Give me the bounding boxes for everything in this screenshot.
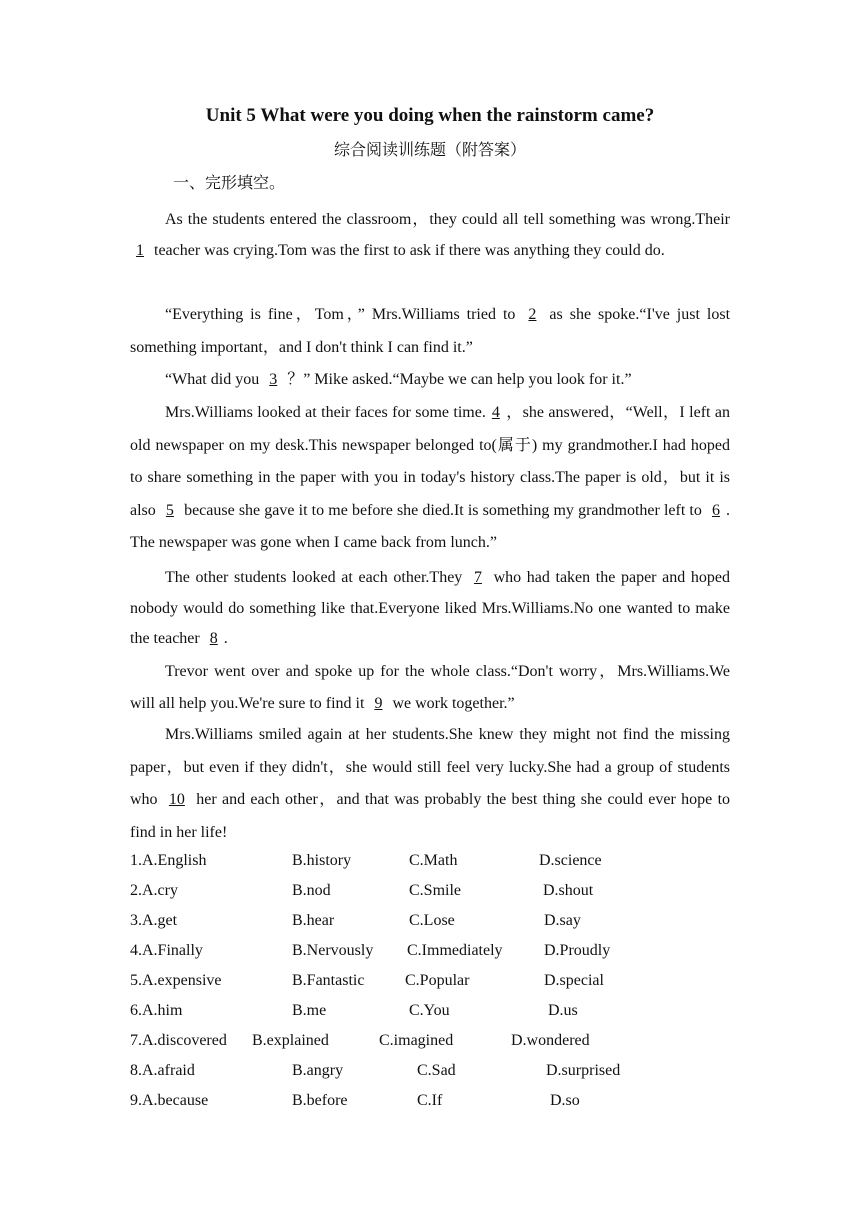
blank-1: 1 — [136, 242, 144, 259]
options-row-2 — [130, 879, 730, 903]
passage-paragraph-5 — [130, 563, 730, 655]
option-c: C.Lose — [409, 912, 455, 929]
paragraph-text: ，she answered，“Well，I left an old newspaper on my desk.This newspaper belonged to(属于) my grandmother.I had hoped to share something in the paper with you in today's history class.The paper is old，but it is also — [130, 404, 730, 519]
options-row-8 — [130, 1059, 730, 1083]
paragraph-text: Mrs.Williams looked at their faces for some time. — [165, 404, 486, 421]
blank-2: 2 — [528, 306, 537, 323]
option-a: 6.A.him — [130, 1002, 183, 1019]
option-c: C.Immediately — [407, 942, 503, 959]
option-d: D.Proudly — [544, 942, 611, 959]
paragraph-text: her and each other，and that was probably the best thing she could ever hope to find in her life! — [130, 791, 731, 841]
option-d: D.science — [539, 852, 602, 869]
option-b: B.me — [292, 1002, 327, 1019]
option-a: 9.A.because — [130, 1092, 209, 1109]
paragraph-text: as she spoke.“I've just lost something important，and I don't think I can find it.” — [130, 306, 731, 356]
page-title: Unit 5 What were you doing when the rainstorm came? — [205, 105, 655, 126]
blank-6: 6 — [712, 501, 720, 519]
option-c: C.Smile — [409, 882, 462, 899]
option-a: 3.A.get — [130, 912, 178, 929]
option-a: 4.A.Finally — [130, 942, 203, 959]
passage-paragraph-1 — [130, 204, 730, 266]
option-a: 7.A.discovered — [130, 1032, 227, 1049]
blank-8: 8 — [209, 630, 218, 647]
option-c: C.You — [409, 1002, 450, 1019]
paragraph-text: who had taken the paper and hoped nobody would do something like that.Everyone liked Mrs.Williams.No one wanted to make the teacher — [130, 569, 730, 647]
options-row-7 — [130, 1029, 730, 1053]
paragraph-text: “Everything is fine，Tom，” Mrs.Williams tried to — [165, 306, 516, 323]
paragraph-text: The other students looked at each other.They — [165, 569, 463, 586]
option-d: D.say — [544, 912, 581, 929]
paragraph-text: teacher was crying.Tom was the first to ask if there was anything they could do. — [154, 242, 665, 259]
passage-paragraph-7 — [130, 719, 730, 849]
option-a: 1.A.English — [130, 852, 207, 869]
option-b: B.nod — [292, 882, 331, 899]
options-row-4 — [130, 939, 730, 963]
option-b: B.explained — [252, 1032, 329, 1049]
option-b: B.hear — [292, 912, 335, 929]
paragraph-text: Mrs.Williams smiled again at her students.She knew they might not find the missing paper，but even if they didn't，she would still feel very lucky.She had a group of students who — [130, 726, 730, 808]
option-d: D.shout — [543, 882, 594, 899]
option-c: C.If — [417, 1092, 443, 1109]
blank-5: 5 — [165, 501, 174, 519]
paragraph-text: ？” Mike asked.“Maybe we can help you look for it.” — [287, 371, 632, 388]
options-row-6 — [130, 999, 730, 1023]
option-a: 8.A.afraid — [130, 1062, 195, 1079]
option-b: B.Nervously — [292, 942, 374, 959]
passage-paragraph-2 — [130, 298, 730, 364]
option-d: D.wondered — [511, 1032, 590, 1049]
option-c: C.Sad — [417, 1062, 456, 1079]
paragraph-text: As the students entered the classroom，they could all tell something was wrong.Their — [165, 211, 730, 228]
blank-10: 10 — [168, 791, 185, 808]
paragraph-text: . The newspaper was gone when I came back from lunch.” — [130, 501, 730, 551]
option-d: D.special — [544, 972, 604, 989]
option-b: B.Fantastic — [292, 972, 365, 989]
paragraph-text: we work together.” — [392, 695, 515, 712]
blank-9: 9 — [374, 695, 383, 712]
option-c: C.Math — [409, 852, 458, 869]
option-b: B.angry — [292, 1062, 344, 1079]
options-row-5 — [130, 969, 730, 993]
option-c: C.Popular — [405, 972, 470, 989]
option-d: D.us — [548, 1002, 578, 1019]
options-row-1 — [130, 849, 730, 873]
option-d: D.surprised — [546, 1062, 621, 1079]
paragraph-text: because she gave it to me before she died.It is something my grandmother left to — [184, 501, 702, 519]
options-row-9 — [130, 1089, 730, 1113]
options-row-3 — [130, 909, 730, 933]
blank-7: 7 — [473, 569, 482, 586]
option-a: 5.A.expensive — [130, 972, 222, 989]
page-subtitle: 综合阅读训练题（附答案） — [333, 142, 526, 159]
passage-paragraph-4 — [130, 397, 730, 560]
paragraph-text: Trevor went over and spoke up for the whole class.“Don't worry，Mrs.Williams.We will all help you.We're sure to find it — [130, 663, 730, 712]
blank-3: 3 — [269, 371, 278, 388]
option-c: C.imagined — [379, 1032, 454, 1049]
passage-paragraph-3 — [130, 366, 730, 393]
option-b: B.history — [292, 852, 352, 869]
option-d: D.so — [550, 1092, 580, 1109]
option-a: 2.A.cry — [130, 882, 178, 899]
option-b: B.before — [292, 1092, 348, 1109]
passage-paragraph-6 — [130, 656, 730, 720]
paragraph-text: “What did you — [165, 371, 260, 388]
paragraph-text: . — [223, 630, 228, 647]
section-heading: 一、完形填空。 — [173, 175, 286, 192]
blank-4: 4 — [491, 404, 500, 421]
